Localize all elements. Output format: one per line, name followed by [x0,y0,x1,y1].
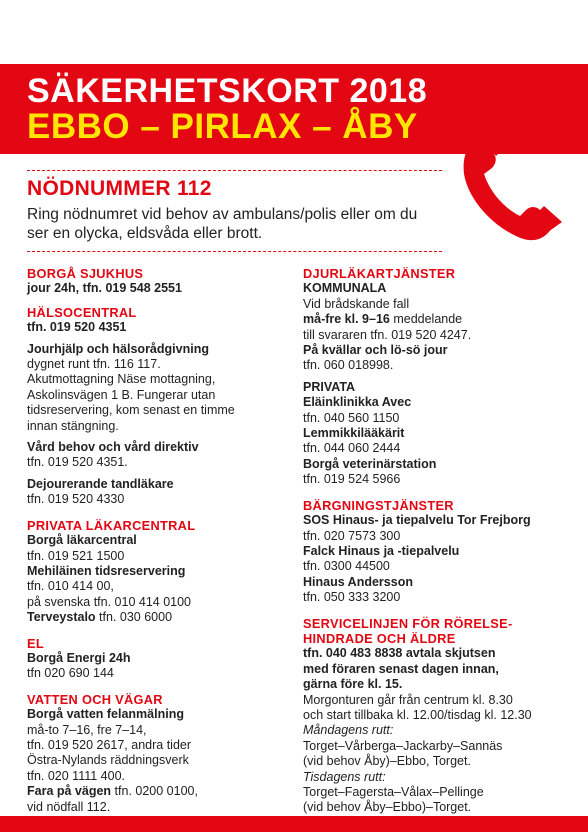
item-text: innan stängning. [27,418,119,433]
item-title: På kvällar och lö-sö jour [303,343,448,358]
item-title: Borgå vatten felanmälning [27,707,184,722]
item-text: och start tillbaka kl. 12.00/tisdag kl. 12.30 [303,707,532,722]
item-text: Torget–Vårberga–Jackarby–Sannäs [303,738,503,753]
item-title: Terveystalo [27,610,96,625]
item-title: Mehiläinen tidsreservering [27,563,186,578]
item-text: till svararen tfn. 019 520 4247. [303,327,472,342]
item-title: Falck Hinaus ja -tiepalvelu [303,543,460,558]
item-text: tfn. 0200 0100, [111,784,198,799]
item-text: vid nödfall 112. [27,799,111,814]
item-title: må-fre kl. 9–16 [303,312,390,327]
right-column [303,266,571,816]
emergency-text: Ring nödnumret vid behov av ambulans/polis eller om du ser en olycka, eldsvåda eller brott. [27,206,418,242]
item-text: Torget–Fagersta–Vålax–Pellinge [303,785,484,799]
item-title: Hinaus Andersson [303,574,413,589]
item-text: Morgonturen går från centrum kl. 8.30 [303,692,513,707]
item-text: tfn. 019 521 1500 [27,548,125,563]
section-heading: SERVICELINJEN FÖR RÖRELSE- [303,615,513,631]
item-text: dygnet runt tfn. 116 117. [27,357,161,372]
item-title: Borgå veterinärstation [303,456,437,471]
emergency-title: NÖDNUMMER 112 [27,177,212,200]
section-heading: PRIVATA LÄKARCENTRAL [27,517,196,533]
item-text: tfn. 044 060 2444 [303,441,401,456]
item-title: KOMMUNALA [303,281,387,296]
section-heading: BORGÅ SJUKHUS [27,266,144,281]
item-text: tfn. 030 6000 [95,610,173,625]
route-title: Tisdagens rutt: [303,769,386,784]
item-text: på svenska tfn. 010 414 0100 [27,594,192,609]
item-text: tfn. 019 520 4330 [27,492,125,507]
section-heading: EL [27,635,44,651]
item-text: Akutmottagning Näse mottagning, [27,372,216,387]
item-text: må-to 7–16, fre 7–14, [27,722,147,737]
item-text: tfn. 010 414 00, [27,579,114,594]
item-text: meddelande [389,312,463,327]
section-heading: HINDRADE OCH ÄLDRE [303,630,456,646]
item-text: tfn. 019 520 2617, andra tider [27,737,192,752]
divider [27,251,442,252]
item-title: med föraren senast dagen innan, [303,661,499,676]
item-title: Fara på vägen [27,784,112,799]
item-text: tfn. 0300 44500 [303,559,390,574]
item-text: tfn. 020 7573 300 [303,528,401,543]
item-title: Jourhjälp och hälsorådgivning [27,341,209,356]
phone-ringing-icon [440,94,575,244]
item-text: (vid behov Åby)–Ebbo, Torget. [303,754,471,769]
item-text: Vid brådskande fall [303,296,410,311]
item-title: gärna före kl. 15. [303,677,403,692]
phone-line: tfn. 019 520 4351 [27,320,127,335]
item-title: Borgå Energi 24h [27,650,131,665]
divider [27,170,442,171]
item-title: Eläinklinikka Avec [303,395,412,410]
item-text: (vid behov Åby–Ebbo)–Torget. [303,800,472,815]
item-title: SOS Hinaus- ja tiepalvelu Tor Frejborg [303,513,531,528]
item-text: tfn. 040 560 1150 [303,410,400,425]
item-text: tfn. 060 018998. [303,358,394,373]
item-title: PRIVATA [303,379,356,394]
item-title: tfn. 040 483 8838 avtala skjutsen [303,646,496,661]
item-text: Askolinsvägen 1 B. Fungerar utan [27,387,216,402]
item-text: tfn. 019 524 5966 [303,472,401,487]
top-margin [0,0,588,64]
footer-bar [0,816,588,832]
area-title: EBBO – PIRLAX – ÅBY [27,107,418,146]
section-heading: HÄLSOCENTRAL [27,304,137,320]
item-title: Vård behov och vård direktiv [27,440,199,455]
section-heading: BÄRGNINGSTJÄNSTER [303,497,454,513]
card-title: SÄKERHETSKORT 2018 [27,72,428,110]
item-text: tfn 020 690 144 [27,666,114,681]
item-text: tidsreservering, kom senast en timme [27,403,235,418]
item-text: Östra-Nylands räddningsverk [27,753,189,768]
left-column [27,266,289,815]
item-title: Borgå läkarcentral [27,533,137,548]
item-text: tfn. 019 520 4351. [27,455,128,470]
item-title: Dejourerande tandläkare [27,476,174,491]
section-heading: DJURLÄKARTJÄNSTER [303,266,456,281]
section-heading: VATTEN OCH VÄGAR [27,691,163,707]
route-title: Måndagens rutt: [303,723,394,738]
item-title: Lemmikkilääkärit [303,426,405,441]
hospital-line: jour 24h, tfn. 019 548 2551 [27,281,182,296]
item-text: tfn. 020 1111 400. [27,768,125,783]
item-text: tfn. 050 333 3200 [303,590,401,605]
